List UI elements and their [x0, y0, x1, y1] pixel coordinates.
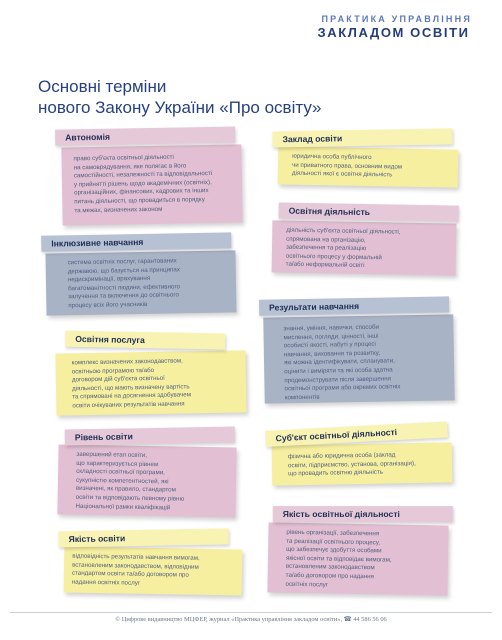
card-rezultaty-navchannia-label: Результати навчання	[259, 296, 449, 315]
card-rezultaty-navchannia	[263, 300, 454, 403]
card-riven-osvity	[57, 431, 236, 517]
footer-divider	[10, 612, 492, 613]
card-subiekt-osvitnoi-diialnosti-label: Суб'єкт освітньої діяльності	[265, 421, 448, 447]
card-inkliuzyvne-navchannia-text: система освітніх послуг, гарантованих державою, що базується на принципах недискримінації, врахування багатоманітності людини, ефективного залучення та включення до освітнього процесу всіх його учасників	[67, 257, 181, 310]
card-osvitnia-diialnist	[272, 205, 457, 275]
card-inkliuzyvne-navchannia	[45, 236, 236, 315]
card-riven-osvity-text: завершений етап освіти, що характеризується рівнем складності освітньої програми, сукупністю компетентностей, які визначені, як правило, стандартом освіти та відповідають певному рівню Національної рамки кваліфікацій	[75, 450, 185, 511]
card-yakist-osvitnoi-diialnosti	[267, 509, 448, 595]
card-subiekt-osvitnoi-diialnosti	[272, 426, 453, 485]
card-riven-osvity-label: Рівень освіти	[65, 427, 235, 446]
card-yakist-osvity-label: Якість освіти	[58, 528, 228, 547]
title-line-1: Основні терміни	[38, 77, 167, 96]
card-osvitnia-diialnist-text: діяльність суб'єкта освітньої діяльності, спрямована на організацію, забезпечення та реалізацію освітнього процесу у формальній та/або неформальній освіті	[285, 226, 401, 270]
card-osvitnia-posluga	[55, 333, 246, 415]
card-subiekt-osvitnoi-diialnosti-text: фізична або юридична особа (заклад освіти, підприємство, установа, організація), що провадить освітню діяльність	[287, 451, 416, 478]
title-line-2: нового Закону України «Про освіту»	[38, 98, 322, 117]
card-yakist-osvity-text: відповідність результатів навчання вимогам, встановленим законодавством, відповідним стандартом освіти та/або договором про надання освітніх послуг	[71, 552, 200, 587]
card-osvitnia-posluga-label: Освітня послуга	[65, 331, 225, 350]
card-avtonomiia-label: Автономія	[55, 127, 235, 146]
card-zaklad-osvity	[278, 133, 459, 187]
card-yakist-osvitnoi-diialnosti-label: Якість освітньої діяльності	[273, 506, 453, 522]
card-zaklad-osvity-label: Заклад освіти	[272, 128, 452, 147]
card-osvitnia-posluga-text: комплекс визначених законодавством, освітньою програмою та/або договором дій суб'єкта освітньої діяльності, що мають визначену вартість та спрямовані на досягнення здобувачем освіти очікуваних результатів навчання	[71, 357, 192, 410]
magazine-brand	[318, 14, 473, 40]
card-inkliuzyvne-navchannia-label: Інклюзивне навчання	[41, 232, 231, 251]
card-zaklad-osvity-text: юридична особа публічного чи приватного права, основним видом діяльності якої є освітня діяльність	[291, 152, 403, 179]
card-yakist-osvitnoi-diialnosti-text: рівень організації, забезпечення та реалізації освітнього процесу, що забезпечує здобуття особами якісної освіти та відповідає вимогам, встановленим законодавством та/або договором про надання освітніх послуг	[285, 528, 392, 589]
card-avtonomiia	[61, 131, 242, 225]
brand-subtitle: ПРАКТИКА УПРАВЛІННЯ	[321, 14, 472, 24]
card-rezultaty-navchannia-text: знання, уміння, навички, способи мислення, погляди, цінності, інші особисті якості, набуті у процесі навчання, виховання та розвитку, які можна ідентифікувати, спланувати, оцінити і виміряти та які особа здатна продемонструвати після завершення освітньої програми або окремих освітніх компонентів	[283, 323, 401, 402]
footer-copyright: © Цифрове видавництво МЦФЕР, журнал «Практика управління закладом освіти», ☎ 44 586 56 06	[115, 616, 387, 623]
card-avtonomiia-text: право суб'єкта освітньої діяльності на самоврядування, яке полягає в його самостійності, незалежності та відповідальності у прийнятті рішень щодо академічних (освітніх), організаційних, фінансових, кадрових та інших питань діяльності, що провадиться в порядку та межах, визначених законом	[73, 153, 213, 214]
card-yakist-osvity	[64, 533, 243, 595]
brand-title: ЗАКЛАДОМ ОСВІТИ	[317, 25, 470, 40]
card-osvitnia-diialnist-label: Освітня діяльність	[279, 203, 459, 222]
page-title	[38, 76, 321, 118]
